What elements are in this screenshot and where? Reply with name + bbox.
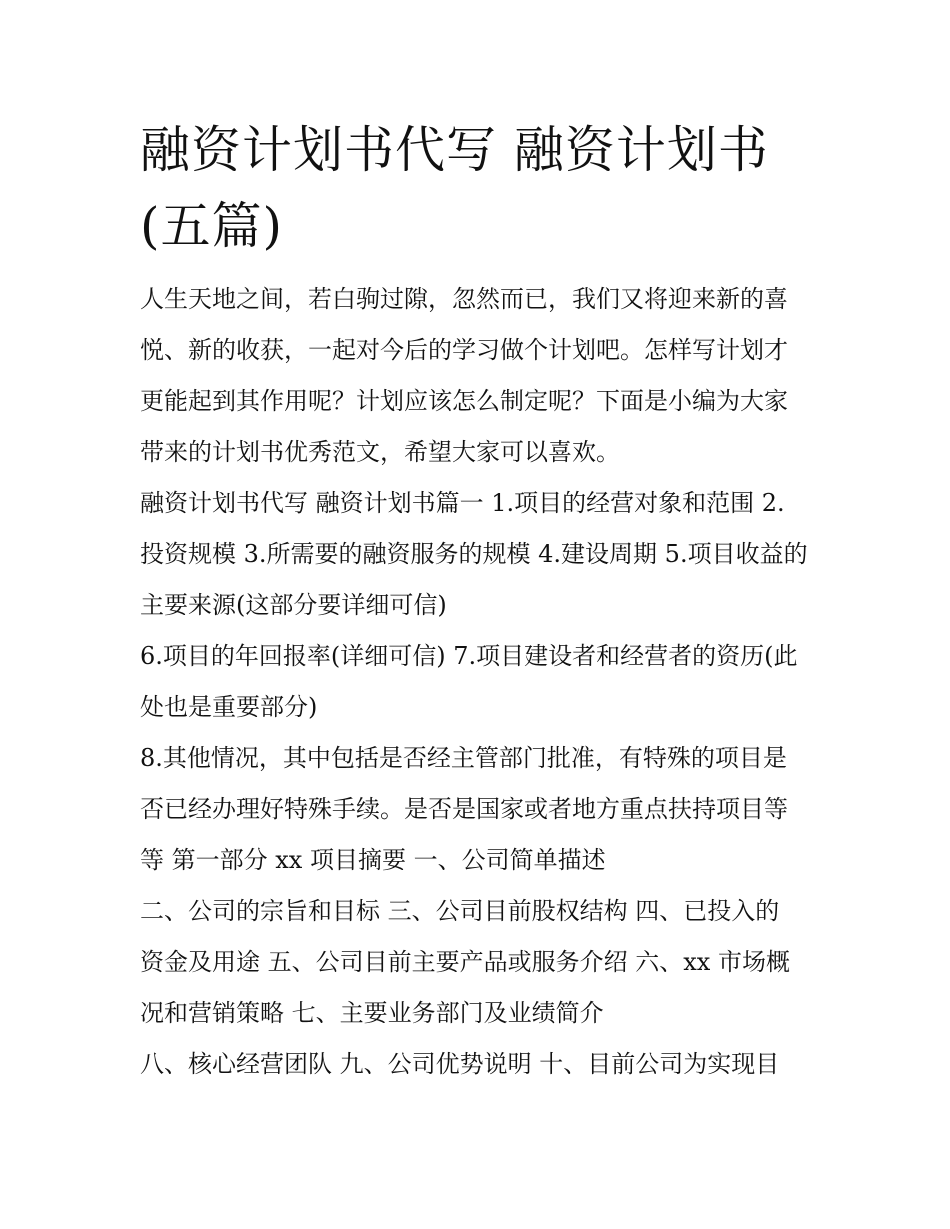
text-line: 融资计划书代写 融资计划书篇一 1.项目的经营对象和范围 2. (140, 489, 785, 517)
text-line: 主要来源(这部分要详细可信) (140, 591, 447, 619)
title-line: (五篇) (140, 197, 284, 255)
text-line: 带来的计划书优秀范文，希望大家可以喜欢。 (140, 438, 620, 466)
paragraph-other-conditions (140, 733, 820, 886)
text-line: 等 第一部分 xx 项目摘要 一、公司简单描述 (140, 846, 606, 874)
text-line: 处也是重要部分) (140, 693, 318, 721)
text-line: 况和营销策略 七、主要业务部门及业绩简介 (140, 999, 604, 1027)
text-line: 否已经办理好特殊手续。是否是国家或者地方重点扶持项目等 (140, 795, 788, 823)
document-body (140, 112, 820, 1090)
text-line: 二、公司的宗旨和目标 三、公司目前股权结构 四、已投入的 (140, 897, 780, 925)
text-line: 8.其他情况，其中包括是否经主管部门批准，有特殊的项目是 (140, 744, 787, 772)
text-line: 资金及用途 五、公司目前主要产品或服务介绍 六、xx 市场概 (140, 948, 790, 976)
document-title (140, 112, 820, 264)
paragraph-team-advantages (140, 1039, 820, 1090)
text-line: 人生天地之间，若白驹过隙，忽然而已，我们又将迎来新的喜 (140, 285, 788, 313)
title-line: 融资计划书代写 融资计划书 (140, 121, 769, 179)
text-line: 更能起到其作用呢？计划应该怎么制定呢？下面是小编为大家 (140, 387, 788, 415)
paragraph-return-rate (140, 631, 820, 733)
text-line: 悦、新的收获，一起对今后的学习做个计划吧。怎样写计划才 (140, 336, 788, 364)
text-line: 投资规模 3.所需要的融资服务的规模 4.建设周期 5.项目收益的 (140, 540, 808, 568)
paragraph-company-outline (140, 886, 820, 1039)
paragraph-section-one (140, 478, 820, 631)
paragraph-intro (140, 274, 820, 478)
text-line: 八、核心经营团队 九、公司优势说明 十、目前公司为实现目 (140, 1050, 780, 1078)
text-line: 6.项目的年回报率(详细可信) 7.项目建设者和经营者的资历(此 (140, 642, 798, 670)
